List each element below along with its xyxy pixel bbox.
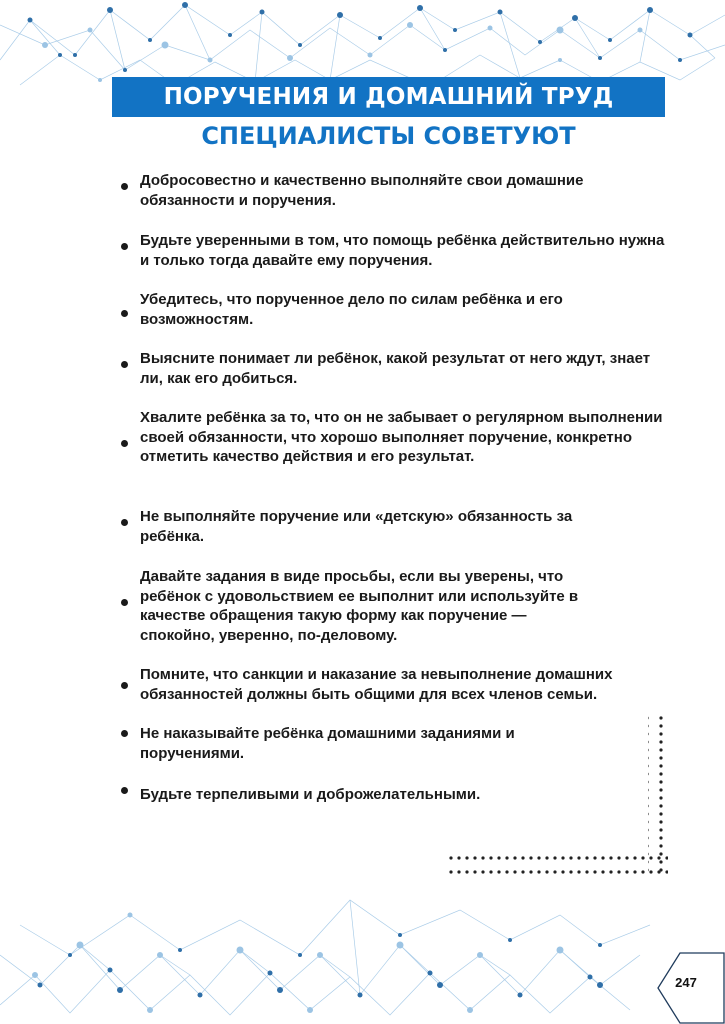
- bullet-icon: [121, 440, 128, 447]
- bullet-icon: [121, 183, 128, 190]
- bullet-icon: [121, 599, 128, 606]
- network-pattern-bottom-icon: [0, 895, 725, 1024]
- bullet-icon: [121, 361, 128, 368]
- bullet-icon: [121, 787, 128, 794]
- list-item: Не выполняйте поручение или «детскую» обязанность за ребёнка.: [140, 507, 665, 546]
- bullet-icon: [121, 682, 128, 689]
- list-item: Будьте уверенными в том, что помощь ребёнка действительно нужна и только тогда давайте ему поручения.: [140, 231, 665, 270]
- bullet-icon: [121, 243, 128, 250]
- list-item: Добросовестно и качественно выполняйте свои домашние обязанности и поручения.: [140, 171, 665, 210]
- list-item: Не наказывайте ребёнка домашними заданиями и поручениями.: [140, 724, 665, 763]
- list-item: Хвалите ребёнка за то, что он не забывает о регулярном выполнении своей обязанности, что хорошо выполняет поручение, конкретно отметить качество действия и его результат.: [140, 408, 665, 467]
- bullet-icon: [121, 519, 128, 526]
- bullet-icon: [121, 730, 128, 737]
- list-item: Давайте задания в виде просьбы, если вы уверены, что ребёнок с удовольствием ее выполнит или используйте в качестве обращения такую форму как поручение — спокойно, уверенно, по-деловому.: [140, 567, 665, 645]
- bullet-icon: [121, 310, 128, 317]
- list-item: Помните, что санкции и наказание за невыполнение домашних обязанностей должны быть общими для всех членов семьи.: [140, 665, 665, 704]
- list-item: Будьте терпеливыми и доброжелательными.: [140, 785, 665, 805]
- list-item: Выясните понимает ли ребёнок, какой результат от него ждут, знает ли, как его добиться.: [140, 349, 665, 388]
- list-item: Убедитесь, что порученное дело по силам ребёнка и его возможностям.: [140, 290, 665, 329]
- page-subtitle: СПЕЦИАЛИСТЫ СОВЕТУЮТ: [201, 122, 576, 150]
- dotted-corner-frame-icon: [448, 715, 668, 875]
- page-number: 247: [675, 975, 697, 990]
- page-title: ПОРУЧЕНИЯ И ДОМАШНИЙ ТРУД: [112, 77, 665, 117]
